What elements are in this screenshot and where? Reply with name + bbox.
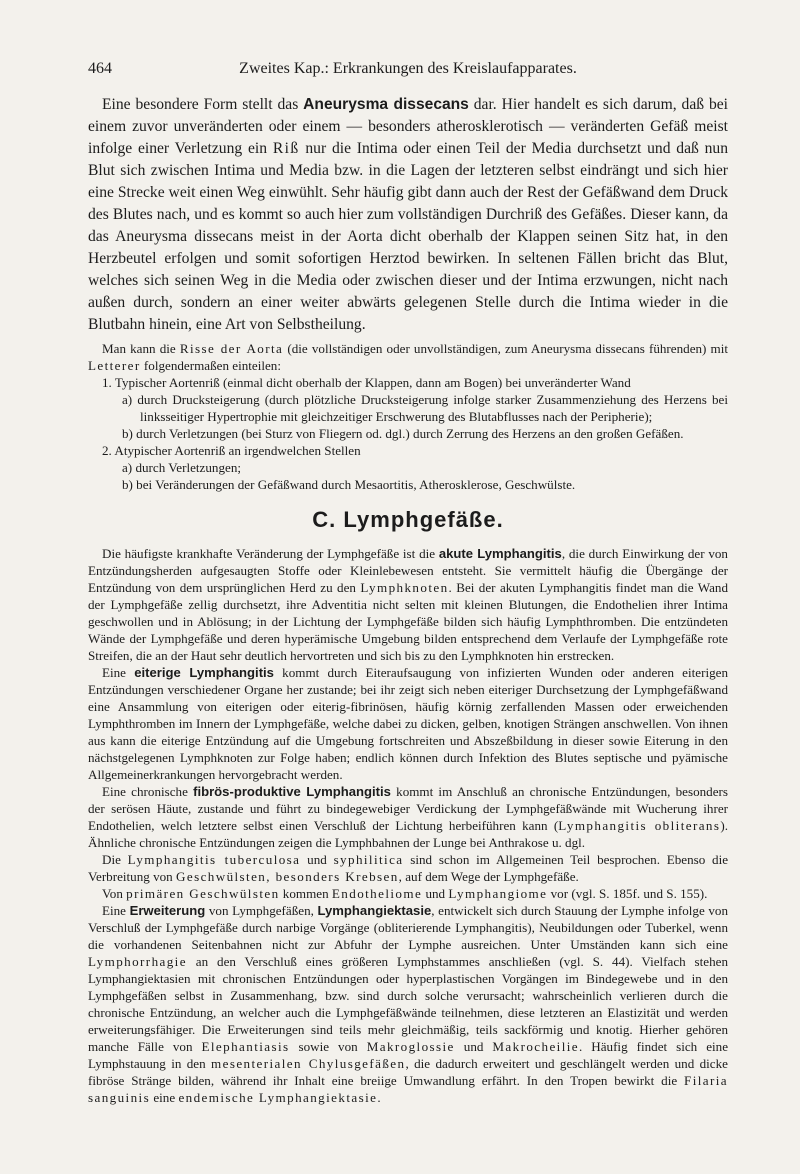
bold-term: eiterige Lymphangitis	[134, 665, 274, 680]
spaced-term: Lymphangiome	[448, 886, 548, 901]
spaced-term: primären Geschwülsten	[126, 886, 280, 901]
running-title: Zweites Kap.: Erkrankungen des Kreislaufapparates.	[239, 60, 577, 77]
bold-term: fibrös-produktive Lymphangitis	[193, 784, 391, 799]
page-header	[88, 60, 728, 84]
list-item: 2. Atypischer Aortenriß an irgendwelchen Stellen	[102, 443, 361, 458]
bold-term: akute Lymphangitis	[438, 546, 562, 561]
classification-list	[88, 374, 728, 493]
spaced-term: Lymphangitis obliterans	[558, 818, 721, 833]
spaced-term: Lymphknoten	[360, 580, 449, 595]
spaced-term: endemische Lymphangiektasie	[178, 1090, 378, 1105]
list-item: b) bei Veränderungen der Gefäßwand durch Mesaortitis, Atherosklerose, Geschwülste.	[122, 477, 576, 492]
bold-term: Erweiterung	[129, 903, 206, 918]
paragraph-chronic-lymphangitis: Eine chronische fibrös-produktive Lymphangitis kommt im Anschluß an chronische Entzündungen, besonders der serösen Häute, zustande und führt zu bindegewebiger Verdickung der Lymphgefäßwände mit Wucherung ihrer Endothelien, welch letztere selbst einen Verschluß der Lichtung herbeiführen kann (Lymphangitis obliterans). Ähnliche chronische Entzündungen zeigen die Lymphbahnen der Lunge bei Anthrakose u. dgl.	[88, 784, 728, 850]
spaced-term: Lymphorrhagie	[88, 954, 187, 969]
spaced-term: Geschwülsten, besonders Krebsen	[176, 869, 399, 884]
spaced-term: Riß	[272, 140, 300, 157]
paragraph-aortic-tears: Man kann die Risse der Aorta (die vollständigen oder unvollständigen, zum Aneurysma dissecans führenden) mit Letterer folgendermaßen einteilen:	[88, 341, 728, 373]
spaced-term: Risse der Aorta	[179, 341, 284, 356]
paragraph-primary-tumors: Von primären Geschwülsten kommen Endotheliome und Lymphangiome vor (vgl. S. 185f. und S. 155).	[102, 886, 708, 901]
spaced-term: Makroglossie	[366, 1039, 455, 1054]
paragraph-aneurysma-dissecans: Eine besondere Form stellt das Aneurysma dissecans dar. Hier handelt es sich darum, daß bei einem zuvor unveränderten oder einem — besonders atherosklerotisch — veränderten Gefäß meist infolge einer Verletzung ein Riß nur die Intima oder einen Teil der Media durchsetzt und daß nun Blut sich zwischen Intima und Media bzw. in die Lagen der letzteren selbst eindrängt und sich hier eine Strecke weit einen Weg einwühlt. Sehr häufig gibt dann auch der Rest der Gefäßwand dem Druck des Blutes nach, und es kommt so auch hier zum vollständigen Durchriß des Gefäßes. Dieser kann, da das Aneurysma dissecans meist in der Aorta dicht oberhalb der Klappen seinen Sitz hat, in den Herzbeutel erfolgen und somit sofortigen Herztod bewirken. In seltenen Fällen bricht das Blut, welches sich seinen Weg in die Media oder zwischen dieser und der Intima erzwungen, nicht nach außen durch, sondern an einer weiter abwärts gelegenen Stelle durch die Intima wieder in die Blutbahn hinein, eine Art von Selbstheilung.	[88, 96, 728, 333]
bold-term: Lymphangiektasie	[317, 903, 432, 918]
spaced-term: mesenterialen Chylusgefäßen	[211, 1056, 406, 1071]
spaced-term: Filaria sanguinis	[88, 1073, 728, 1105]
section-heading: C. Lymphgefäße.	[312, 507, 504, 532]
bold-term: Aneurysma dissecans	[303, 96, 469, 113]
spaced-term: syphilitica	[333, 852, 404, 867]
list-item: a) durch Drucksteigerung (durch plötzliche Drucksteigerung infolge starker Zusammenziehung des Herzens bei linksseitiger Hypertrophie mit gleichzeitiger Erschwerung des Blutabflusses nach der Peripherie);	[122, 392, 728, 424]
spaced-term: Endotheliome	[331, 886, 423, 901]
spaced-term: Lymphangitis tuberculosa	[127, 852, 301, 867]
page-number: 464	[88, 60, 112, 77]
paragraph-lymphangiectasia: Eine Erweiterung von Lymphgefäßen, Lymphangiektasie, entwickelt sich durch Stauung der Lymphe infolge von Verschluß der Lymphgefäße durch narbige Vorgänge (obliterierende Lymphangitis), Neubildungen oder Tuberkel, wenn die vorhandenen Seitenbahnen nicht zur Abfuhr der Lymphe ausreichen. Unter Umständen kann sich eine Lymphorrhagie an den Verschluß eines größeren Lymphstammes anschließen (vgl. S. 44). Vielfach stehen Lymphangiektasien mit chronischen Entzündungen oder hyperplastischen Vorgängen im Bindegewebe und in den Lymphgefäßen selbst in Zusammenhang, bzw. sind durch solche verursacht; wahrscheinlich verlieren durch die chronische Entzündung, an welcher auch die Lymphgefäßwände teilnehmen, diese letzteren an Elastizität und werden erweiterungsfähiger. Die Erweiterungen sind teils mehr gleichmäßig, teils sackförmig und knotig. Hierher gehören manche Fälle von Elephantiasis sowie von Makroglossie und Makrocheilie. Häufig findet sich eine Lymphstauung in den mesenterialen Chylusgefäßen, die dadurch erweitert und geschlängelt werden und dicke fibröse Stränge bilden, während ihr Inhalt eine breiige Umwandlung erfährt. In den Tropen bewirkt die Filaria sanguinis eine endemische Lymphangiektasie.	[88, 903, 729, 1105]
spaced-term: Makrocheilie	[492, 1039, 579, 1054]
list-item: b) durch Verletzungen (bei Sturz von Fliegern od. dgl.) durch Zerrung des Herzens an den großen Gefäßen.	[122, 426, 684, 441]
page-body	[88, 94, 728, 1106]
spaced-term: Letterer	[88, 358, 141, 373]
list-item: a) durch Verletzungen;	[122, 460, 242, 475]
list-item: 1. Typischer Aortenriß (einmal dicht oberhalb der Klappen, dann am Bogen) bei unveränderter Wand	[102, 375, 631, 390]
paragraph-acute-lymphangitis: Die häufigste krankhafte Veränderung der Lymphgefäße ist die akute Lymphangitis, die durch Einwirkung der von Entzündungsherden aufgesaugten Stoffe oder Kleinlebewesen entsteht. Sie vermittelt häufig die Übergänge der Entzündung von dem ursprünglichen Herd zu den Lymphknoten. Bei der akuten Lymphangitis findet man die Wand der Lymphgefäße zellig durchsetzt, ihre Adventitia nicht selten mit kleinen Blutungen, die Endothelien ihrer Intima geschwollen und in Ablösung; in der Lichtung der Lymphgefäße bilden sich häufig Lymphthromben. Die entzündeten Wände der Lymphgefäße und deren hyperämische Umgebung bilden entsprechend dem Verlaufe der Lymphgefäße rote Streifen, die an der Haut sehr deutlich hervortreten und sich bis zu den Lymphknoten hin erstrecken.	[88, 546, 729, 663]
paragraph-tuberculosa: Die Lymphangitis tuberculosa und syphilitica sind schon im Allgemeinen Teil besprochen. Ebenso die Verbreitung von Geschwülsten, besonders Krebsen, auf dem Wege der Lymphgefäße.	[88, 852, 729, 884]
paragraph-purulent-lymphangitis: Eine eiterige Lymphangitis kommt durch Eiteraufsaugung von infizierten Wunden oder anderen eiterigen Entzündungen verschiedener Organe her zustande; bei ihr zeigt sich neben eiteriger Durchsetzung der Lymphgefäßwand eine Ansammlung von eiterigen oder eiterig-fibrinösen, häufig körnig zerfallenden Massen oder erweichenden Lymphthromben im Innern der Lymphgefäße, welche dabei zu dicken, gelben, knotigen Strängen anschwellen. Von ihnen aus kann die eiterige Entzündung auf die Umgebung fortschreiten und Abszeßbildung in dieser sowie Eiterung in den nächstgelegenen Lymphknoten zur Folge haben; endlich können durch Infektion des Blutes septische und pyämische Allgemeinerkrankungen hervorgebracht werden.	[88, 665, 728, 782]
spaced-term: Elephantiasis	[201, 1039, 290, 1054]
